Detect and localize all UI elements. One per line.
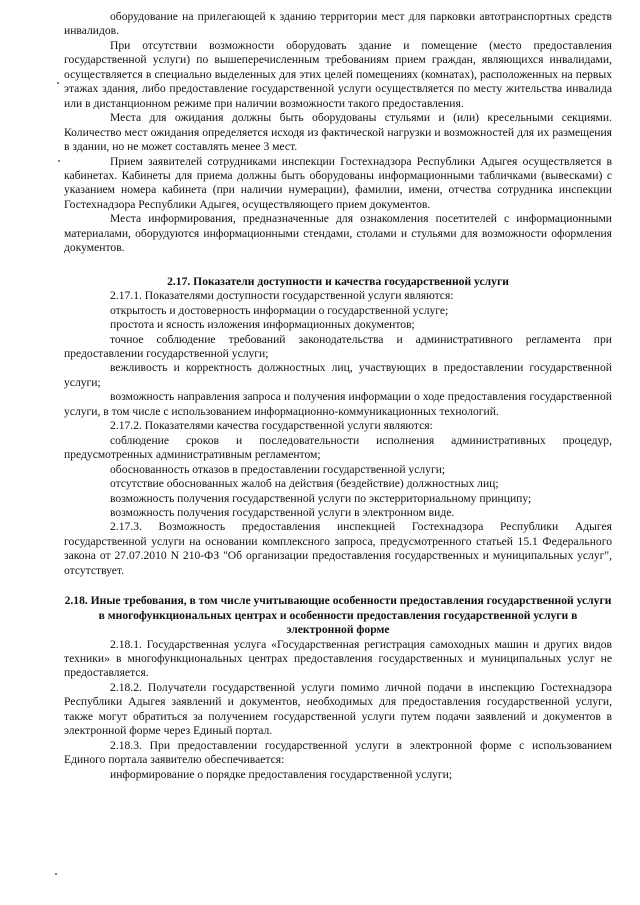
list-item: возможность направления запроса и получения информации о ходе предоставления государственной услуги, в том числе с использованием информационно-коммуникационных технологий.	[64, 390, 612, 418]
list-item: отсутствие обоснованных жалоб на действия (бездействие) должностных лиц;	[110, 477, 499, 491]
list-item: информирование о порядке предоставления государственной услуги;	[110, 767, 453, 781]
paragraph: оборудование на прилегающей к зданию территории мест для парковки автотранспортных средств инвалидов.	[64, 10, 612, 38]
paragraph: 2.17.1. Показателями доступности государственной услуги являются:	[110, 289, 454, 303]
list-item: возможность получения государственной услуги по экстерриториальному принципу;	[110, 491, 532, 505]
document-page	[64, 10, 612, 782]
list-item: вежливость и корректность должностных лиц, участвующих в предоставлении государственной услуги;	[64, 361, 612, 389]
paragraph: 2.18.3. При предоставлении государственной услуги в электронной форме с использованием Единого портала заявителю обеспечивается:	[64, 738, 612, 767]
list-item: точное соблюдение требований законодательства и административного регламента при предоставлении государственной услуги;	[64, 332, 612, 360]
paragraph: Прием заявителей сотрудниками инспекции Гостехнадзора Республики Адыгея осуществляется в кабинетах. Кабинеты для приема должны быть оборудованы информационными табличками (вывесками) с указанием номера кабинета (при наличии нумерации), фамилии, имени, отчества сотрудника инспекции Гостехнадзора Республики Адыгея, осуществляющего прием документов.	[64, 154, 612, 211]
list-item: открытость и достоверность информации о государственной услуге;	[110, 303, 449, 317]
paragraph: Места информирования, предназначенные для ознакомления посетителей с информационными материалами, оборудуются информационными стендами, столами и стульями для возможности оформления документов.	[64, 212, 612, 255]
paragraph: 2.17.2. Показателями качества государственной услуги являются:	[110, 419, 433, 433]
list-item: возможность получения государственной услуги в электронном виде.	[110, 505, 455, 519]
list-item: соблюдение сроков и последовательности исполнения административных процедур, предусмотренных административным регламентом;	[64, 433, 612, 462]
list-item: обоснованность отказов в предоставлении государственной услуги;	[110, 462, 446, 476]
scan-speck	[55, 873, 57, 875]
section-heading: 2.17. Показатели доступности и качества государственной услуги	[167, 274, 509, 288]
paragraph: 2.18.1. Государственная услуга «Государственная регистрация самоходных машин и других видов техники» в многофункциональных центрах предоставления государственных и муниципальных услуг не предоставляется.	[64, 637, 612, 680]
paragraph: Места для ожидания должны быть оборудованы стульями и (или) кресельными секциями. Количество мест ожидания определяется исходя из фактической нагрузки и возможностей для их размещения в здании, но не может составлять менее 3 мест.	[64, 111, 612, 154]
scan-speck	[58, 160, 60, 162]
paragraph: При отсутствии возможности оборудовать здание и помещение (место предоставления государственной услуги) по вышеперечисленным требованиям прием граждан, являющихся инвалидами, осуществляется в специально выделенных для этих целей помещениях (комнатах), расположенных на первых этажах здания, либо предоставление государственной услуги осуществляется по месту жительства инвалида или в дистанционном режиме при наличии возможности такого предоставления.	[64, 38, 612, 110]
scan-speck	[57, 82, 59, 84]
section-heading: 2.18. Иные требования, в том числе учитывающие особенности предоставления государственной услуги в многофункциональных центрах и особенности предоставления государственной услуги в электронной форме	[64, 594, 612, 637]
list-item: простота и ясность изложения информационных документов;	[110, 318, 415, 332]
paragraph: 2.18.2. Получатели государственной услуги помимо личной подачи в инспекцию Гостехнадзора Республики Адыгея заявлений и документов, необходимых для предоставления государственной услуги, также могут обратиться за получением государственной услуги путем подачи заявлений и документов в электронной форме через Единый портал.	[64, 680, 612, 738]
paragraph: 2.17.3. Возможность предоставления инспекцией Гостехнадзора Республики Адыгея государственной услуги на основании комплексного запроса, предусмотренного статьей 15.1 Федерального закона от 27.07.2010 N 210-ФЗ "Об организации предоставления государственных и муниципальных услуг", отсутствует.	[64, 520, 612, 577]
